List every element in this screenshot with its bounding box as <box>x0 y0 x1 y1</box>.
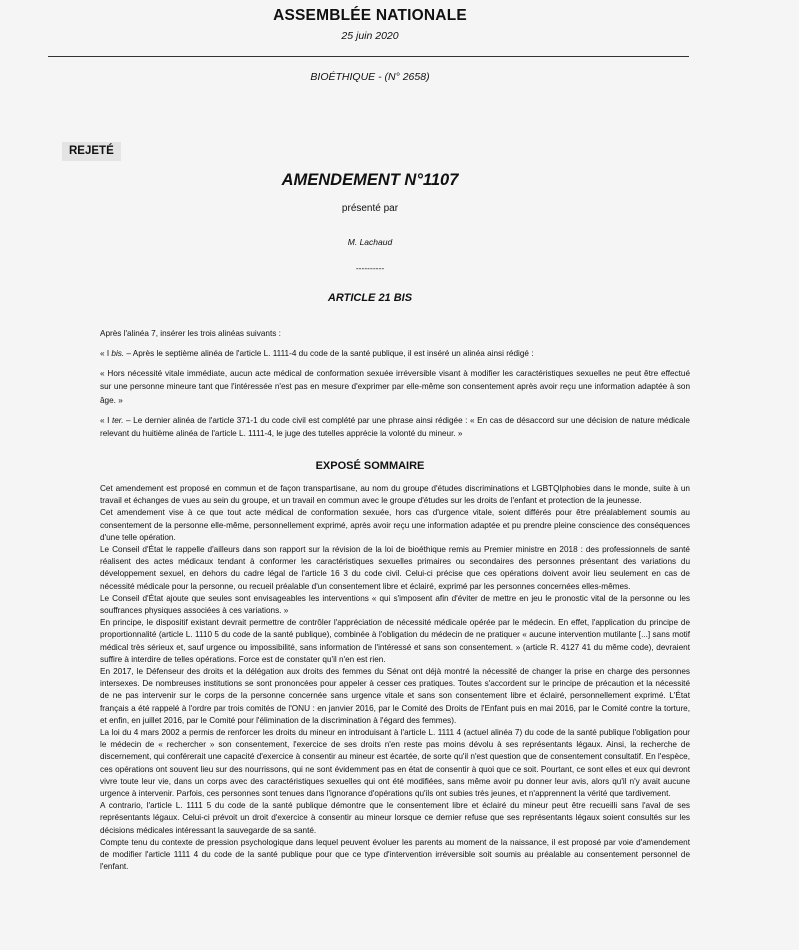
expose-paragraph: En principe, le dispositif existant devrait permettre de contrôler l'appréciation de nécessité médicale opérée par le médecin. En effet, l'application du principe de proportionnalité (article L. 1110 5 du code de la santé publique), combinée à l'obligation du médecin de ne pratiquer « aucune intervention mutilante [...] sans motif médical très sérieux et, sauf urgence ou impossibilité, sans information de l'intéressé et sans son consentement. » (article R. 4127 41 du même code), devraient suffire à interdire de telles opérations. Force est de constater qu'il n'en est rien. <box>100 618 690 664</box>
expose-paragraph: Le Conseil d'État le rappelle d'ailleurs dans son rapport sur la révision de la loi de bioéthique remis au Premier ministre en 2018 : des professionnels de santé réalisent des actes médicaux tendant à conformer les caractéristiques sexuelles primaires ou secondaires des personnes présentant des variations du développement sexuel, en dehors du cadre légal de l'article 16 3 du code civil. Celui‑ci précise que ces opérations doivent avoir lieu seulement en cas de nécessité médicale pour la personne, ou recueil préalable d'un consentement libre et éclairé, exprimé par les personnes concernées elles‑mêmes. <box>100 545 690 591</box>
presented-by: présenté par <box>341 203 399 214</box>
text-reference: BIOÉTHIQUE - (N° 2658) <box>310 71 430 83</box>
dispositif <box>100 327 690 447</box>
separator: ---------- <box>355 263 385 273</box>
expose-title: EXPOSÉ SOMMAIRE <box>315 460 425 472</box>
dispositif-paragraph: « I bis. – Après le septième alinéa de l'article L. 1111‑4 du code de la santé publique, il est inséré un alinéa ainsi rédigé : <box>100 348 534 358</box>
header-divider <box>48 56 689 57</box>
expose-paragraph: Cet amendement vise à ce que tout acte médical de conformation sexuée, hors cas d'urgence vitale, soient différés pour être préalablement soumis au consentement de la personne elle‑même, personnellement exprimé, après avoir reçu une information adaptée et pu prendre pleine conscience des conséquences d'une telle opération. <box>100 508 690 542</box>
dispositif-paragraph: « Hors nécessité vitale immédiate, aucun acte médical de conformation sexuée irréversible visant à modifier les caractéristiques sexuelles ne peut être effectué sur une personne mineure tant que l'intéressée n'est pas en mesure d'exprimer par elle‑même son consentement après avoir reçu une information adaptée à son âge. » <box>100 368 690 405</box>
session-date: 25 juin 2020 <box>341 30 399 42</box>
expose-paragraph: Cet amendement est proposé en commun et de façon transpartisane, au nom du groupe d'études discriminations et LGBTQIphobies dans le monde, suite à un travail et échanges de vues au sein du groupe, et un travail en commun avec le groupe d'études sur les droits de l'enfant et protection de la jeunesse. <box>100 484 690 506</box>
amendment-title: AMENDEMENT N°1107 <box>281 171 459 189</box>
expose-sommaire <box>100 483 690 874</box>
expose-paragraph: A contrario, l'article L. 1111 5 du code de la santé publique démontre que le consentement libre et éclairé du mineur peut être recueilli sans l'aval de ses représentants légaux. Celui‑ci prévoit un droit d'exercice à consentir au mineur lorsque ce dernier refuse que ses représentants légaux soient consultés sur les décisions médicales intéressant la sauvegarde de sa santé. <box>100 801 690 835</box>
expose-paragraph: Compte tenu du contexte de pression psychologique dans lequel peuvent évoluer les parents au moment de la naissance, il est proposé par voie d'amendement de modifier l'article 1111 4 du code de la santé publique pour que ce type d'intervention irréversible soit soumis au préalable au consentement personnel de l'enfant. <box>100 837 690 872</box>
dispositif-paragraph: Après l'alinéa 7, insérer les trois alinéas suivants : <box>100 329 281 338</box>
author-name: M. Lachaud <box>347 237 393 247</box>
expose-paragraph: La loi du 4 mars 2002 a permis de renforcer les droits du mineur en introduisant à l'article L. 1111 4 (actuel alinéa 7) du code de la santé publique l'obligation pour le médecin de « rechercher » son consentement, l'exercice de ses droits n'en reste pas moins dévolu à ses représentants légaux. Ainsi, la recherche de discernement, qui conférerait une capacité d'exercice à consentir au mineur est écartée, de sorte qu'il n'est question que de consentement consultatif. En l'espèce, ces opérations ont souvent lieu sur des nourrissons, qui ne sont évidemment pas en état de consentir à quoi que ce soit. Pourtant, ce sont elles et eux qui devront vivre toute leur vie, dans un corps avec des caractéristiques sexuelles qui ont été modifiées, sans même avoir pu donner leur avis, alors qu'il n'y avait aucune urgence à intervenir. Parfois, ces personnes sont tenues dans l'ignorance d'opérations qu'ils ont subies très jeunes, et n'apprennent la vérité que tardivement. <box>100 728 690 799</box>
status-badge: REJETÉ <box>62 142 121 161</box>
institution-name: ASSEMBLÉE NATIONALE <box>273 7 467 24</box>
expose-paragraph: En 2017, le Défenseur des droits et la délégation aux droits des femmes du Sénat ont déjà montré la nécessité de changer la prise en charge des personnes intersexes. De nombreuses institutions se sont prononcées pour appeler à cesser ces pratiques. Toutes s'accordent sur le principe de précaution et la nécessité de ne pas intervenir sur le corps de la personne concernée sans urgence vitale et sans son consentement libre et éclairé, personnellement exprimé. L'État français a été rappelé à l'ordre par trois comités de l'ONU : en janvier 2016, par le Comité des Droits de l'Enfant puis en mai 2016, par le Comité contre la torture, et enfin, en juillet 2016, par le Comité pour l'élimination de la discrimination à l'égard des femmes). <box>100 667 690 725</box>
expose-paragraph: Le Conseil d'État ajoute que seules sont envisageables les interventions « qui s'imposent afin d'éviter de mettre en jeu le pronostic vital de la personne ou les souffrances physiques associées à ces variations. » <box>100 593 690 616</box>
dispositif-paragraph: « I ter. – Le dernier alinéa de l'article 371‑1 du code civil est complété par une phrase ainsi rédigée : « En cas de désaccord sur une décision de nature médicale relevant du huitième alinéa de l'article L. 1111‑4, le juge des tutelles apprécie la volonté du mineur. » <box>100 415 690 438</box>
article-heading: ARTICLE 21 BIS <box>327 292 413 304</box>
